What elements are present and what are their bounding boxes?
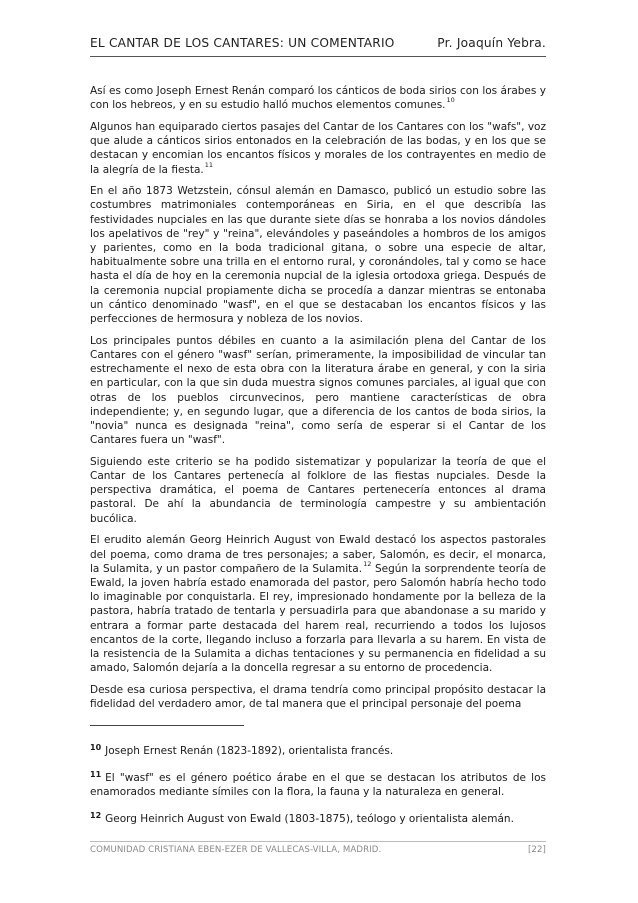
header-title: EL CANTAR DE LOS CANTARES: UN COMENTARIO <box>90 36 395 50</box>
footnote-text: Georg Heinrich August von Ewald (1803-1875), teólogo y orientalista alemán. <box>105 813 514 825</box>
paragraph <box>90 334 546 448</box>
paragraph <box>90 533 546 675</box>
footnote-ref[interactable]: 11 <box>204 160 214 169</box>
footnote-number: 12 <box>90 811 102 820</box>
paragraph <box>90 120 546 177</box>
footnote <box>90 768 546 799</box>
footnote <box>90 809 546 826</box>
header-divider <box>90 56 546 57</box>
paragraph-text: El erudito alemán Georg Heinrich August von Ewald destacó los aspectos pastorales del poema, como drama de tres personajes; a saber, Salomón, es decir, el monarca, la Sulamita, y un pastor compañero de la Sulamita. <box>90 534 546 575</box>
header-author: Pr. Joaquín Yebra. <box>437 36 546 50</box>
footnote-text: El "wasf" es el género poético árabe en el que se destacan los atributos de los enamorados mediante símiles con la flora, la fauna y la naturaleza en general. <box>90 772 546 798</box>
body-text <box>90 84 546 719</box>
footnote <box>90 741 546 758</box>
paragraph-text: Así es como Joseph Ernest Renán comparó los cánticos de boda sirios con los árabes y con los hebreos, y en su estudio halló muchos elementos comunes. <box>90 85 546 112</box>
paragraph-text-continued: Según la sorprendente teoría de Ewald, la joven habría estado enamorada del pastor, pero Salomón habría hecho todo lo imaginable por conquistarla. El rey, impresionado hondamente por la belleza de la pastora, habría tratado de tentarla y persuadirla para que abandonase a su marido y entrara a formar parte destacada del harem real, recurriendo a todos los lujosos encantos de la corte, llegando incluso a forzarla para llevarla a su harem. En vista de la resistencia de la Sulamita a dichas tentaciones y su permanencia en fidelidad a su amado, Salomón dejaría a la doncella regresar a su entorno de procedencia. <box>90 562 546 675</box>
footnotes <box>90 741 546 836</box>
footnote-text: Joseph Ernest Renán (1823-1892), orientalista francés. <box>105 745 394 757</box>
footnote-ref[interactable]: 10 <box>446 96 455 105</box>
paragraph-text: Desde esa curiosa perspectiva, el drama tendría como principal propósito destacar la fidelidad del verdadero amor, de tal manera que el principal personaje del poema <box>90 683 546 711</box>
paragraph-text: Siguiendo este criterio se ha podido sistematizar y popularizar la teoría de que el Cantar de los Cantares pertenecía al folklore de las fiestas nupciales. Desde la perspectiva dramática, el poema de Cantares pertenecería entonces al drama pastoral. De ahí la abundancia de terminología campestre y su ambientación bucólica. <box>90 455 546 525</box>
page-header <box>90 36 546 50</box>
footnote-ref[interactable]: 12 <box>363 559 372 568</box>
page-number: [22] <box>527 845 546 855</box>
paragraph <box>90 683 546 711</box>
footnote-number: 11 <box>90 770 102 779</box>
paragraph <box>90 84 546 112</box>
paragraph-text: En el año 1873 Wetzstein, cónsul alemán en Damasco, publicó un estudio sobre las costumbres matrimoniales contemporáneas en Siria, en el que describía las festividades nupciales en las que durante siete días se honraba a los novios dándoles los apelativos de "rey" y "reina", elevándoles y paseándoles a hombros de los amigos y parientes, como en la boda tradicional gitana, o sobre una especie de altar, habitualmente sobre una trilla en el entorno rural, y coronándoles, tal y como se hace hasta el día de hoy en la ceremonia nupcial de la iglesia ortodoxa griega. Después de la ceremonia nupcial propiamente dicha se procedía a danzar mientras se entonaba un cántico denominado "wasf", en el que se destacaban los encantos físicos y las perfecciones de hermosura y nobleza de los novios. <box>90 185 546 326</box>
paragraph <box>90 455 546 526</box>
footnote-number: 10 <box>90 743 102 752</box>
footer-divider <box>90 841 546 842</box>
paragraph-text: Los principales puntos débiles en cuanto a la asimilación plena del Cantar de los Cantares con el género "wasf" serían, primeramente, la imposibilidad de vincular tan estrechamente el nexo de esta obra con la literatura árabe en general, y con la siria en particular, con la que sin duda muestra signos comunes parciales, al igual que con otras de los pueblos circunvecinos, pero mantiene características de obra independiente; y, en segundo lugar, que a diferencia de los cantos de boda sirios, la "novia" nunca es designada "reina", como sería de esperar si el Cantar de los Cantares fuera un "wasf". <box>90 334 546 447</box>
footer-organization: COMUNIDAD CRISTIANA EBEN-EZER DE VALLECAS-VILLA, MADRID. <box>90 845 382 855</box>
paragraph <box>90 184 546 326</box>
paragraph-text: Algunos han equiparado ciertos pasajes del Cantar de los Cantares con los "wafs", voz que alude a cánticos sirios entonados en la celebración de las bodas, y en los que se destacan y encomian los encantos físicos y morales de los contrayentes en medio de la alegría de la fiesta. <box>90 120 546 176</box>
page-footer <box>90 845 546 855</box>
footnote-divider <box>90 725 244 726</box>
